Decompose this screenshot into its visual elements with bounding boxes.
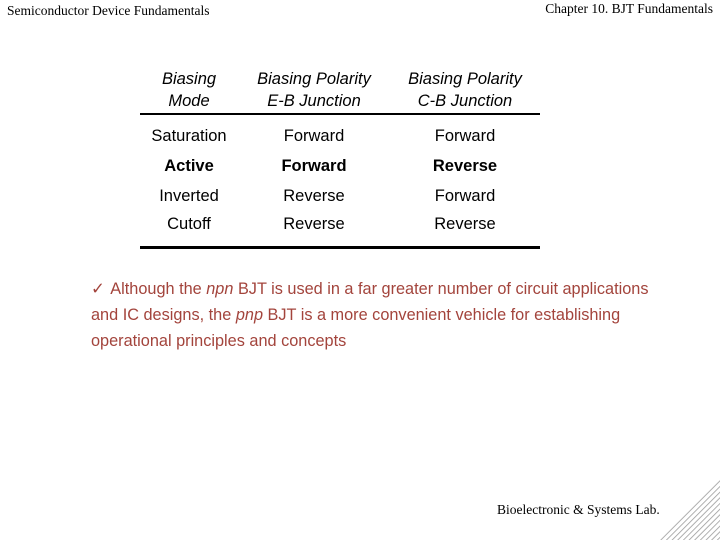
checkmark-icon: ✓: [91, 280, 105, 298]
pnp-term: pnp: [235, 306, 263, 324]
cell-cb-polarity: Reverse: [434, 215, 496, 233]
cell-mode: Inverted: [159, 186, 219, 205]
course-title: Semiconductor Device Fundamentals: [7, 3, 210, 18]
cell-eb-polarity: Reverse: [283, 186, 345, 205]
note-text-part2: BJT is used in a far greater number of circuit applications and IC designs, the: [91, 280, 649, 324]
cell-eb-polarity: Reverse: [283, 215, 345, 233]
cell-cb-polarity: Forward: [434, 126, 496, 145]
lab-name: Bioelectronic & Systems Lab.: [497, 502, 660, 517]
header-eb-junction: Biasing Polarity E-B Junction: [257, 70, 371, 110]
note-text-part1: Although the: [110, 280, 207, 298]
note-text-part3: BJT is a more convenient vehicle for establishing operational principles and concepts: [91, 306, 621, 350]
cell-eb-polarity: Forward: [281, 156, 347, 175]
corner-hatch-decoration: [660, 478, 720, 540]
cell-eb-polarity: Forward: [283, 126, 345, 145]
chapter-title: Chapter 10. BJT Fundamentals: [545, 1, 713, 16]
npn-term: npn: [206, 280, 234, 298]
header-biasing-mode: Biasing Mode: [161, 70, 217, 110]
cell-cb-polarity: Reverse: [432, 156, 498, 175]
cell-mode: Saturation: [151, 126, 227, 145]
biasing-modes-table: [140, 67, 540, 249]
table-row-cutoff: [140, 211, 540, 247]
table-row-active: [140, 151, 540, 181]
cell-mode: Cutoff: [167, 215, 211, 233]
table-header-row: [140, 67, 540, 114]
table-row-saturation: [140, 114, 540, 151]
table-row-inverted: [140, 181, 540, 211]
npn-pnp-note: [91, 276, 671, 354]
header-cb-junction: Biasing Polarity C-B Junction: [408, 70, 522, 110]
cell-cb-polarity: Forward: [434, 186, 496, 205]
cell-mode: Active: [164, 156, 214, 175]
